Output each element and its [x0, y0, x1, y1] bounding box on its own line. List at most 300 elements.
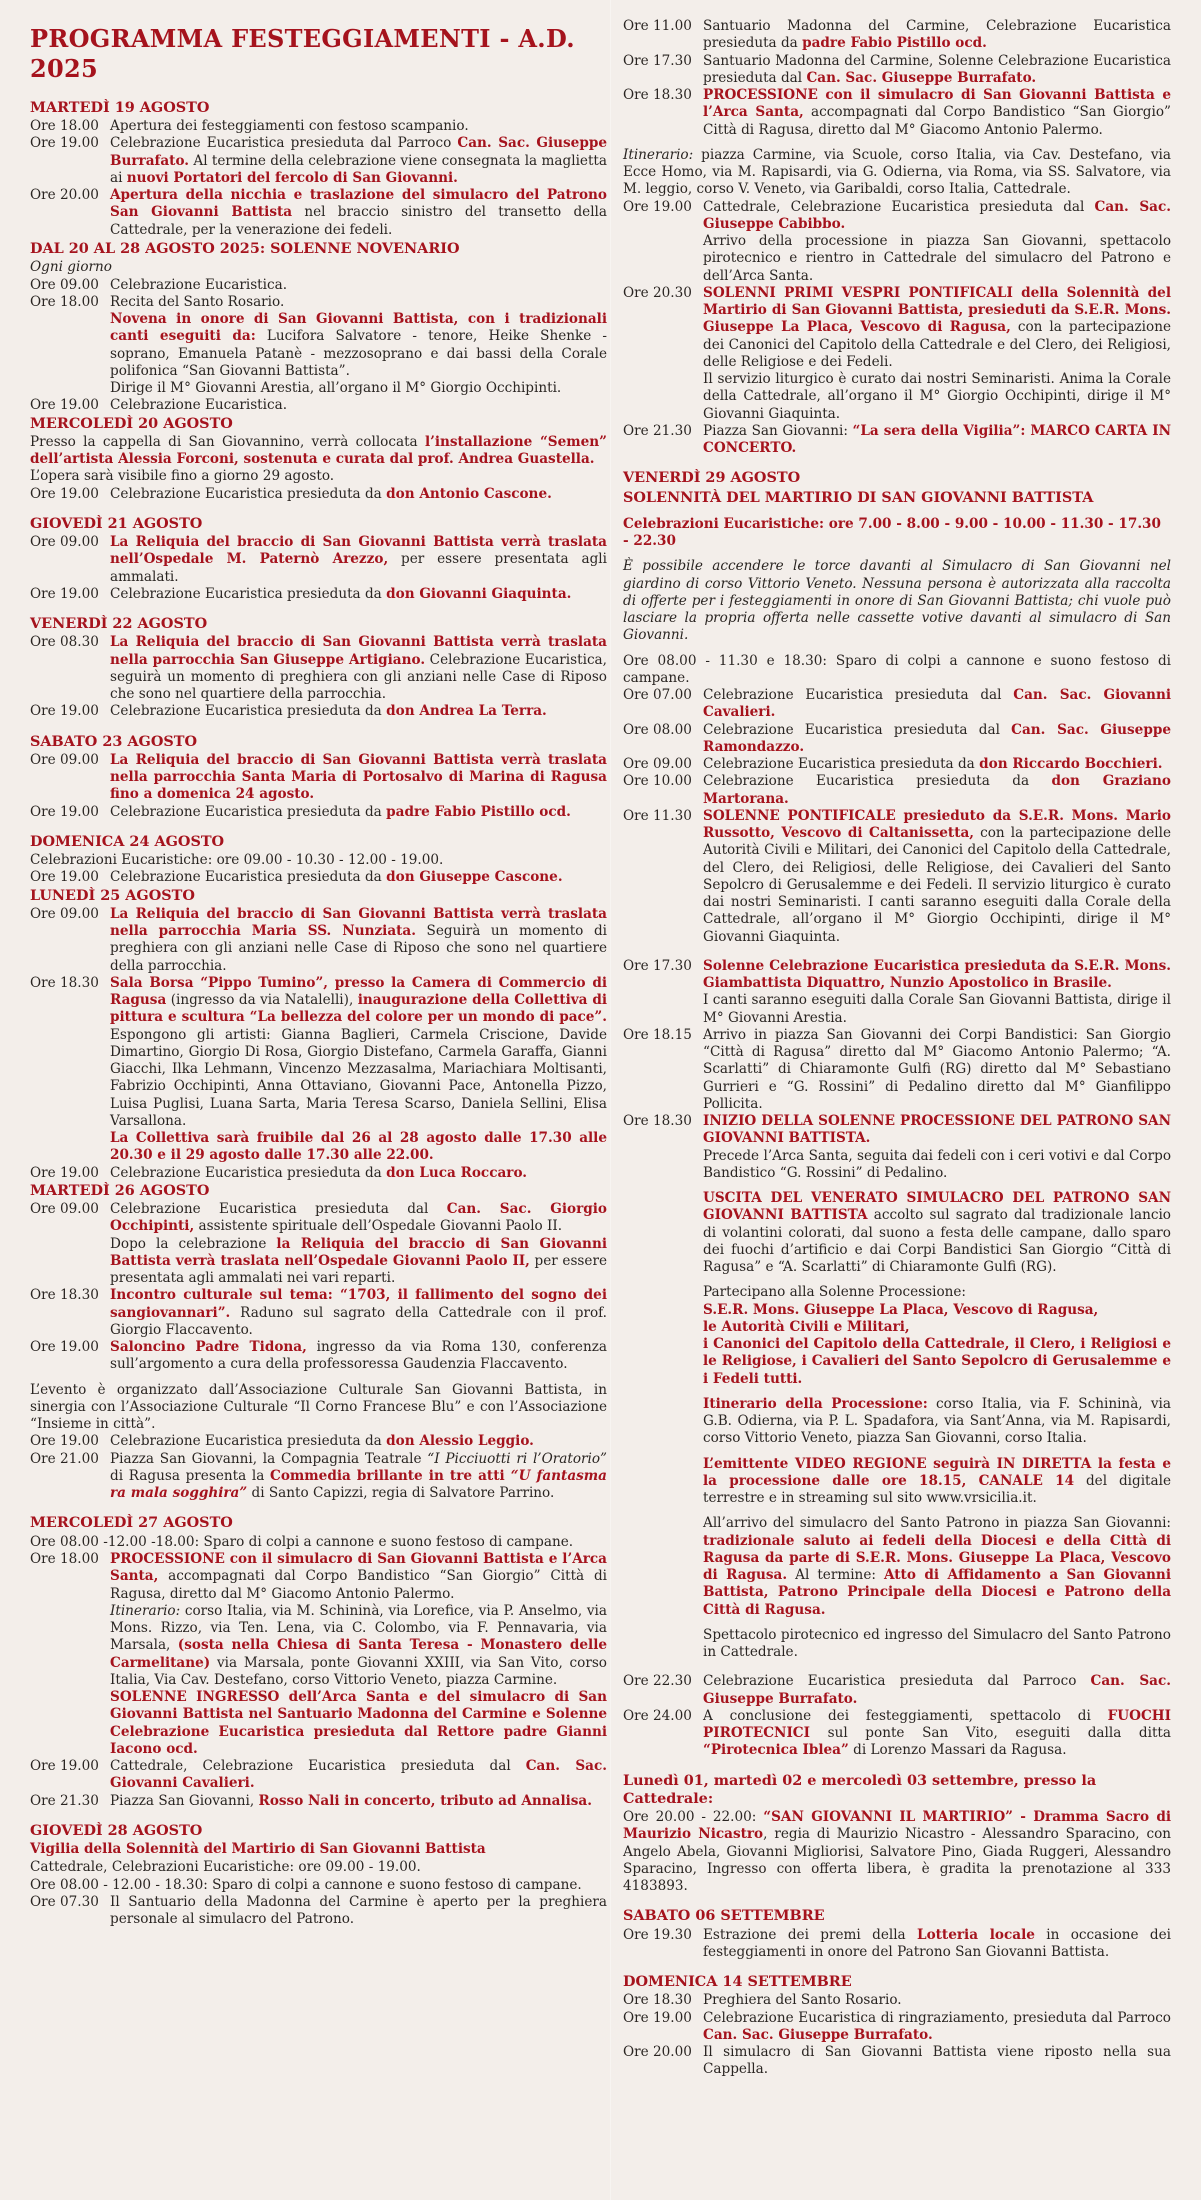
schedule-row	[30, 397, 607, 414]
highlight: la Reliquia del braccio di San Giovanni Battista verrà traslata nell’Ospedale Giovanni Paolo II,	[110, 1235, 607, 1269]
text: assistente spirituale dell’Ospedale Giovanni Paolo II.	[194, 1218, 563, 1235]
event: Apertura dei festeggiamenti con festoso scampanio.	[110, 118, 469, 135]
event-note	[110, 1236, 607, 1288]
event	[110, 634, 607, 703]
time: Ore 20.30	[623, 284, 692, 301]
schedule-row	[30, 486, 607, 503]
event-note	[703, 1456, 1171, 1508]
time: Ore 19.00	[30, 397, 99, 414]
time: Ore 18.00	[30, 293, 99, 310]
event-note: Dirige il M° Giovanni Arestia, all’organo il M° Giorgio Occhipinti.	[110, 380, 562, 396]
time: Ore 18.30	[623, 1992, 692, 2009]
schedule-row	[623, 808, 1171, 946]
schedule-row	[30, 135, 607, 187]
schedule-row	[623, 958, 1171, 993]
text: accolto sul sagrato dal tradizionale lancio di volantini colorati, dal suono a festa delle campane, dallo sparo dei fuochi d’artificio e dai Corpi Bandistici San Giorgio “Città di Ragusa” e “A. Scarlatti” di Chiaramonte Gulfi (RG).	[703, 1207, 1171, 1276]
text: Al termine della celebrazione viene consegnata la maglietta ai	[110, 152, 607, 186]
time: Ore 18.30	[623, 87, 692, 103]
time: Ore 18.30	[30, 1287, 99, 1304]
highlight: don Graziano Martorana.	[703, 773, 1171, 807]
event-note	[110, 311, 607, 380]
schedule-row	[30, 703, 607, 720]
text: Celebrazione Eucaristica presieduta dal	[703, 687, 1014, 704]
highlight: Novena in onore di San Giovanni Battista, con i tradizionali canti eseguiti da:	[110, 311, 607, 345]
event	[110, 135, 607, 187]
highlight: L’emittente VIDEO REGIONE seguirà IN DIRETTA la festa e la processione dalle ore 18.15, CANALE 14	[703, 1455, 1171, 1489]
time: Ore 19.00	[30, 1339, 99, 1356]
event	[110, 975, 607, 1130]
event	[703, 1708, 1171, 1760]
day-heading: VENERDÌ 29 AGOSTO	[623, 469, 801, 487]
event	[703, 2010, 1171, 2045]
time: Ore 09.00	[30, 905, 99, 922]
event	[703, 18, 1171, 53]
day-heading: MARTEDÌ 26 AGOSTO	[30, 1181, 210, 1199]
day-heading: MARTEDÌ 19 AGOSTO	[30, 98, 210, 116]
schedule-row	[623, 199, 1171, 234]
page-title: PROGRAMMA FESTEGGIAMENTI - A.D. 2025	[30, 24, 575, 84]
participant: le Autorità Civili e Militari,	[703, 1318, 910, 1335]
paragraph: L’evento è organizzato dall’Associazione Culturale San Giovanni Battista, in sinergia con l’Associazione Culturale “Il Corno Francese Blu” e con l’Associazione “Insieme in città”.	[30, 1381, 607, 1433]
schedule-row	[623, 773, 1171, 808]
schedule-row	[30, 1339, 607, 1374]
text: via Marsala, ponte Giovanni XXIII, via San Vito, corso Italia, Via Cav. Destefano, corso Vittorio Veneto, piazza Carmine.	[110, 1654, 607, 1688]
time: Ore 19.00	[30, 135, 99, 152]
time: Ore 08.00 - 12.00 - 18.30:	[30, 1876, 208, 1893]
time: Ore 20.00	[623, 2044, 692, 2061]
highlight: don Giovanni Giaquinta.	[386, 585, 572, 602]
schedule-row	[30, 118, 607, 135]
text: corso Italia, via F. Schininà, via G.B. Odierna, via P. L. Spadafora, via Sant’Anna, via M. Rapisardi, corso Vittorio Veneto, piazza San Giovanni, corso Italia.	[703, 1395, 1171, 1447]
text: Raduno sul sagrato della Cattedrale con il prof. Giorgio Flaccavento.	[110, 1304, 607, 1338]
highlight: nuovi Portatori del fercolo di San Giovanni.	[126, 169, 458, 186]
text: Celebrazione Eucaristica presieduta da	[110, 485, 387, 502]
time: Ore 08.00	[623, 721, 692, 738]
text: Seguirà un momento di preghiera con gli anziani nelle Case di Riposo che sono nel quartiere della parrocchia.	[110, 923, 607, 974]
event: Sparo di colpi a cannone e suono festoso di campane.	[207, 1876, 582, 1893]
text: Cattedrale, Celebrazione Eucaristica presieduta dal	[110, 1758, 526, 1774]
participant: i Canonici del Capitolo della Cattedrale, il Clero, i Religiosi e le Religiose, i Cavalieri del Santo Sepolcro di Gerusalemme e i Fedeli tutti.	[703, 1336, 1171, 1387]
schedule-row	[30, 586, 607, 603]
event	[703, 285, 1171, 371]
highlight: don Giuseppe Cascone.	[386, 869, 563, 886]
highlight: Itinerario della Processione:	[703, 1395, 928, 1412]
schedule-row	[623, 2044, 1171, 2079]
highlight: Incontro culturale sul tema: “1703, il fallimento del sogno dei sangiovannari”.	[110, 1287, 607, 1321]
highlight: “La sera della Vigilia”: MARCO CARTA IN CONCERTO.	[703, 422, 1172, 456]
time: Ore 19.00	[30, 1758, 99, 1774]
event	[110, 486, 607, 503]
event	[110, 534, 607, 586]
day-heading: MERCOLEDÌ 20 AGOSTO	[30, 414, 233, 432]
text: Celebrazione Eucaristica presieduta dal	[110, 1201, 447, 1218]
event	[703, 773, 1171, 808]
schedule-row	[30, 869, 607, 886]
event-note	[703, 1515, 1171, 1619]
event: Arrivo in piazza San Giovanni dei Corpi Bandistici: San Giorgio “Città di Ragusa” diretto dal M° Giacomo Antonio Palermo; “A. Scarlatti” di Chiaramonte Gulfi (RG) diretto dal M° Sebastiano Gurrieri e “G. Rossini” di Pedalino diretto dal M° Gianfilippo Pollicita.	[703, 1026, 1171, 1112]
highlight: Commedia brillante in tre atti	[270, 1467, 505, 1484]
time: Ore 19.00	[30, 803, 99, 820]
time: Ore 19.00	[30, 585, 99, 602]
event	[110, 1433, 607, 1450]
paragraph: L’opera sarà visibile fino a giorno 29 agosto.	[30, 468, 335, 485]
time: Ore 21.30	[30, 1792, 99, 1809]
schedule-row	[30, 1793, 607, 1810]
text: Celebrazione Eucaristica presieduta da	[110, 585, 387, 602]
highlight: SOLENNI PRIMI VESPRI PONTIFICALI della Solennità del Martirio di San Giovanni Battista, presieduti da S.E.R. Mons. Giuseppe La Placa, Vescovo di Ragusa,	[703, 284, 1171, 336]
highlight: padre Fabio Pistillo ocd.	[386, 803, 571, 820]
text: Celebrazione Eucaristica presieduta dal Parroco	[110, 135, 458, 152]
text: Santuario Madonna del Carmine, Solenne Celebrazione Eucaristica presieduta dal	[703, 52, 1171, 86]
time: Ore 09.00	[30, 534, 99, 551]
schedule-row	[30, 1451, 607, 1503]
event	[110, 906, 607, 975]
time: Ore 18.30	[30, 974, 99, 991]
highlight: l’installazione “Semen” dell’artista Alessia Forconi, sostenuta e curata dal prof. Andrea Guastella.	[30, 433, 607, 468]
highlight: Sala Borsa “Pippo Tumino”, presso la Camera di Commercio di Ragusa	[110, 974, 607, 1009]
paragraph	[30, 434, 607, 469]
event: Il Santuario della Madonna del Carmine è aperto per la preghiera personale al simulacro del Patrono.	[110, 1893, 607, 1928]
event: Sparo di colpi a cannone e suono festoso di campane.	[199, 1533, 574, 1550]
highlight: Rosso Nali in concerto, tributo ad Annalisa.	[258, 1792, 592, 1809]
highlight: Can. Sac. Giorgio Occhipinti,	[110, 1201, 607, 1235]
highlight: don Riccardo Bocchieri.	[979, 756, 1163, 773]
participant: S.E.R. Mons. Giuseppe La Placa, Vescovo di Ragusa,	[703, 1301, 1099, 1318]
day-heading: SABATO 06 SETTEMBRE	[623, 1907, 825, 1925]
day-heading: DOMENICA 14 SETTEMBRE	[623, 1973, 852, 1991]
text: sul ponte San Vito, eseguiti dalla ditta	[809, 1725, 1171, 1742]
event	[110, 869, 607, 886]
text: Lucifora Salvatore - tenore, Heike Shenke - soprano, Emanuela Patanè - mezzosoprano e dai bassi della Corale polifonica “San Giovanni Battista”.	[110, 328, 607, 379]
schedule-row	[30, 1551, 607, 1603]
schedule-row	[623, 87, 1171, 139]
text: Celebrazione Eucaristica, seguirà un momento di preghiera con gli anziani nelle Case di Riposo che sono nel quartiere della parrocchia.	[110, 651, 607, 703]
event: Celebrazione Eucaristica.	[110, 276, 288, 293]
time: Ore 19.30	[623, 1926, 692, 1943]
text: Celebrazione Eucaristica di ringraziamento, presieduta dal Parroco	[703, 2009, 1171, 2026]
italic-text: Itinerario:	[110, 1602, 181, 1619]
text: di Santo Capizzi, regia di Salvatore Parrino.	[247, 1485, 555, 1502]
text: accompagnati dal Corpo Bandistico “San Giorgio” Città di Ragusa, diretto dal M° Giacomo Antonio Palermo.	[110, 1568, 607, 1602]
highlight: Atto di Affidamento a San Giovanni Battista, Patrono Principale della Diocesi e Patrono della Città di Ragusa.	[703, 1567, 1171, 1618]
notice: È possibile accendere le torce davanti al Simulacro di San Giovanni nel giardino di corso Vittorio Veneto. Nessuna persona è autorizzata alla raccolta di offerte per i festeggiamenti in onore di San Giovanni Battista; chi vuole può lasciare la propria offerta nelle cassette votive davanti al simulacro di San Giovanni.	[623, 558, 1171, 644]
text: Espongono gli artisti: Gianna Baglieri, Carmela Criscione, Davide Dimartino, Giorgio Di Rosa, Giorgio Distefano, Carmela Garaffa, Gianni Giacchi, Ilka Lehmann, Vincenzo Mezzasalma, Mariachiara Moltisanti, Fabrizio Occhipinti, Anna Ottaviano, Giovanni Pace, Antonella Pizzo, Luisa Puglisi, Luana Sarta, Maria Teresa Scarso, Daniela Sellini, Elisa Varsallona.	[110, 1026, 607, 1129]
text: Presso la cappella di San Giovannino, verrà collocata	[30, 433, 425, 450]
event	[110, 1201, 607, 1236]
schedule-row	[623, 423, 1171, 458]
schedule-row	[623, 18, 1171, 53]
highlight: inaugurazione della Collettiva di pittura e scultura “La bellezza del colore per un mondo di pace”.	[110, 992, 607, 1026]
schedule-row	[30, 1201, 607, 1236]
schedule-row	[623, 1673, 1171, 1708]
text: per essere presentata agli ammalati.	[110, 551, 607, 585]
highlight: don Antonio Cascone.	[386, 485, 552, 502]
event-note: Il servizio liturgico è curato dai nostri Seminaristi. Anima la Corale della Cattedrale, all’organo il M° Giorgio Occhipinti, dirige il M° Giovanni Giaquinta.	[703, 371, 1171, 422]
event: La Reliquia del braccio di San Giovanni Battista verrà traslata nella parrocchia Santa Maria di Portosalvo di Marina di Ragusa fino a domenica 24 agosto.	[110, 751, 607, 803]
paragraph: Celebrazioni Eucaristiche: ore 09.00 - 10.30 - 12.00 - 19.00.	[30, 852, 444, 869]
highlight: Apertura della nicchia e traslazione del simulacro del Patrono San Giovanni Battista	[110, 187, 607, 221]
time: Ore 08.30	[30, 634, 99, 651]
schedule-row	[30, 634, 607, 703]
highlight: don Luca Roccaro.	[386, 1164, 528, 1181]
time: Ore 18.00	[30, 1551, 99, 1567]
event-note: Partecipano alla Solenne Processione:	[703, 1284, 967, 1301]
highlight: La Reliquia del braccio di San Giovanni Battista verrà traslata nella parrocchia Maria SS. Nunziata.	[110, 905, 607, 940]
text: Celebrazione Eucaristica presieduta da	[110, 803, 387, 820]
paragraph	[623, 147, 1171, 199]
right-column	[623, 18, 1171, 2200]
event	[110, 1793, 607, 1810]
event-note: SOLENNE INGRESSO dell’Arca Santa e del simulacro di San Giovanni Battista nel Santuario Madonna del Carmine e Solenne Celebrazione Eucaristica presieduta dal Rettore padre Gianni Iacono ocd.	[110, 1689, 607, 1757]
schedule-row	[30, 804, 607, 821]
schedule-row	[623, 1927, 1171, 1962]
event	[703, 87, 1171, 139]
schedule-row	[623, 1027, 1171, 1113]
highlight: Can. Sac. Giuseppe Ramondazzo.	[703, 721, 1171, 755]
highlight: (sosta nella Chiesa di Santa Teresa - Monastero delle Carmelitane)	[110, 1637, 608, 1671]
schedule-row	[623, 722, 1171, 757]
event: Il simulacro di San Giovanni Battista viene riposto nella sua Cappella.	[703, 2044, 1171, 2078]
highlight: USCITA DEL VENERATO SIMULACRO DEL PATRONO SAN GIOVANNI BATTISTA	[703, 1190, 1171, 1224]
text: Celebrazione Eucaristica presieduta da	[110, 1433, 387, 1450]
event	[703, 808, 1171, 946]
time: Ore 19.00	[30, 703, 99, 720]
text: All’arrivo del simulacro del Santo Patrono in piazza San Giovanni:	[703, 1515, 1171, 1532]
time: Ore 09.00	[623, 756, 692, 773]
event: Solenne Celebrazione Eucaristica presieduta da S.E.R. Mons. Giambattista Diquattro, Nunzio Apostolico in Brasile.	[703, 957, 1171, 992]
highlight: don Andrea La Terra.	[386, 703, 547, 720]
time: Ore 07.30	[30, 1893, 99, 1910]
schedule-row	[623, 1113, 1171, 1148]
event-note	[110, 1603, 607, 1689]
text: di Ragusa presenta la	[110, 1467, 271, 1484]
time: Ore 09.00	[30, 1201, 99, 1218]
time: Ore 20.00	[30, 187, 99, 204]
highlight: Can. Sac. Giuseppe Burrafato.	[703, 2026, 933, 2043]
time: Ore 10.00	[623, 773, 692, 790]
italic-text: Itinerario:	[623, 146, 694, 163]
time: Ore 19.00	[623, 2009, 692, 2026]
text: di Lorenzo Massari da Ragusa.	[848, 1742, 1067, 1759]
column-divider	[610, 0, 611, 2200]
schedule-row	[623, 285, 1171, 371]
time: Ore 21.30	[623, 422, 692, 439]
day-heading: VENERDÌ 22 AGOSTO	[30, 615, 208, 633]
time: Ore 19.00	[30, 1164, 99, 1181]
highlight: PROCESSIONE con il simulacro di San Giovanni Battista e l’Arca Santa,	[110, 1551, 607, 1585]
schedule-row	[30, 1534, 607, 1551]
text: Celebrazione Eucaristica presieduta da	[110, 1164, 387, 1181]
event	[703, 722, 1171, 757]
text: in occasione dei festeggiamenti in onore del Patrono San Giovanni Battista.	[703, 1926, 1172, 1960]
event-note: I canti saranno eseguiti dalla Corale San Giovanni Battista, dirige il M° Giovanni Arestia.	[703, 992, 1171, 1026]
time: Ore 18.30	[623, 1113, 692, 1130]
highlight: Can. Sac. Giuseppe Cabibbo.	[703, 198, 1171, 232]
time: Ore 09.00	[30, 751, 99, 768]
text: piazza Carmine, via Scuole, corso Italia, via Cav. Destefano, via Ecce Homo, via M. Rapisardi, via G. Odierna, via Roma, via SS. Salvatore, via M. leggio, corso V. Veneto, via Garibaldi, corso Italia, Cattedrale.	[623, 146, 1171, 198]
text: Piazza San Giovanni:	[703, 422, 853, 439]
text: con la partecipazione delle Autorità Civili e Militari, dei Canonici del Capitolo della Cattedrale, del Clero, dei Religiosi, delle Religiose, dei Cavalieri del Santo Sepolcro di Gerusalemme e dei Fedeli. Il servizio liturgico è curato dai nostri Seminaristi. I canti saranno eseguiti dalla Corale della Cattedrale, all’organo il M° Giorgio Occhipinti, dirige il M° Giovanni Giaquinta.	[703, 825, 1171, 945]
highlight: SOLENNE PONTIFICALE presieduto da S.E.R. Mons. Mario Russotto, Vescovo di Caltanissetta,	[703, 807, 1171, 842]
text: Celebrazione Eucaristica presieduta da	[703, 773, 1052, 790]
text: Dopo la celebrazione	[110, 1235, 277, 1252]
event	[703, 1927, 1171, 1962]
highlight: Can. Sac. Giovanni Cavalieri.	[703, 687, 1171, 721]
event-note: Spettacolo pirotecnico ed ingresso del Simulacro del Santo Patrono in Cattedrale.	[703, 1626, 1171, 1661]
subheading: Ogni giorno	[30, 259, 112, 276]
text: corso Italia, via M. Schininà, via Lorefice, via P. Anselmo, via Mons. Rizzo, via Ten. Lena, via C. Colombo, via F. Pennavaria, via Marsala,	[110, 1602, 607, 1654]
time: Ore 08.00 -12.00 -18.00:	[30, 1533, 200, 1550]
event	[110, 1165, 607, 1182]
time: Ore 17.30	[623, 52, 692, 69]
highlight: Lotteria locale	[917, 1926, 1035, 1943]
highlight: Can. Sac. Giuseppe Burrafato.	[703, 1673, 1171, 1707]
schedule-row	[30, 187, 607, 239]
text: Ore 20.00 - 22.00:	[623, 1809, 764, 1826]
highlight: padre Fabio Pistillo ocd.	[802, 35, 987, 52]
event	[703, 199, 1171, 234]
text: Celebrazione Eucaristica presieduta dal Parroco	[703, 1673, 1091, 1690]
time: Ore 17.30	[623, 957, 692, 974]
text: nel braccio sinistro del transetto della Cattedrale, per la venerazione dei fedeli.	[110, 204, 607, 238]
event-note: Precede l’Arca Santa, seguita dai fedeli con i ceri votivi e dal Corpo Bandistico “G. Rossini” di Pedalino.	[703, 1147, 1171, 1181]
schedule-row	[30, 975, 607, 1130]
highlight: Can. Sac. Giuseppe Burrafato.	[110, 135, 607, 169]
text: , regia di Maurizio Nicastro - Alessandro Sparacino, con Angelo Abela, Giovanni Migliorisi, Salvatore Pino, Giada Ruggeri, Alessandro Sparacino, Ingresso con offerta libera, è gradita la prenotazione al 333 4183893.	[623, 1826, 1172, 1895]
event-note: Arrivo della processione in piazza San Giovanni, spettacolo pirotecnico e rientro in Cattedrale del simulacro del Patrono e dell’Arca Santa.	[703, 233, 1171, 284]
text: ingresso da via Roma 130, conferenza sull’argomento a cura della professoressa Gaudenzia Flaccavento.	[110, 1339, 607, 1373]
text: con la partecipazione dei Canonici del Capitolo della Cattedrale e del Clero, dei Religiosi, delle Religiose e dei Fedeli.	[703, 319, 1171, 370]
event: INIZIO DELLA SOLENNE PROCESSIONE DEL PATRONO SAN GIOVANNI BATTISTA.	[703, 1113, 1171, 1147]
day-heading: Lunedì 01, martedì 02 e mercoledì 03 settembre, presso la Cattedrale:	[623, 1771, 1097, 1807]
event: Celebrazione Eucaristica.	[110, 397, 288, 414]
highlight: La Reliquia del braccio di San Giovanni Battista verrà traslata nella parrocchia San Giuseppe Artigiano.	[110, 634, 607, 668]
text: A conclusione dei festeggiamenti, spettacolo di	[703, 1707, 1108, 1724]
schedule-row	[30, 752, 607, 804]
section-heading: DAL 20 AL 28 AGOSTO 2025: SOLENNE NOVENARIO	[30, 239, 460, 257]
time: Ore 09.00	[30, 276, 99, 293]
schedule-row	[30, 294, 607, 311]
time: Ore 19.00	[30, 1433, 99, 1450]
text: Estrazione dei premi della	[703, 1926, 918, 1943]
text: del digitale terrestre e in streaming sul sito www.vrsicilia.it.	[703, 1472, 1172, 1507]
text: Santuario Madonna del Carmine, Celebrazione Eucaristica presieduta da	[703, 18, 1171, 52]
event	[110, 804, 607, 821]
time: Ore 11.30	[623, 807, 692, 824]
schedule-row	[623, 756, 1171, 773]
day-heading: DOMENICA 24 AGOSTO	[30, 832, 225, 850]
subheading: Vigilia della Solennità del Martirio di San Giovanni Battista	[30, 1841, 486, 1858]
italic-text: “I Picciuotti ri l’Oratorio”	[427, 1450, 607, 1467]
highlight: don Alessio Leggio.	[386, 1433, 534, 1450]
text: Celebrazione Eucaristica presieduta da	[110, 869, 387, 886]
event-note	[703, 1190, 1171, 1276]
highlight: “Pirotecnica Iblea”	[703, 1742, 849, 1759]
schedule-row	[623, 53, 1171, 88]
schedule-row	[623, 2010, 1171, 2045]
text: Cattedrale, Celebrazione Eucaristica presieduta dal	[703, 198, 1095, 215]
event	[110, 1339, 607, 1374]
event: Recita del Santo Rosario.	[110, 293, 285, 310]
event-note: La Collettiva sarà fruibile dal 26 al 28 agosto dalle 17.30 alle 20.30 e il 29 agosto dalle 17.30 alle 22.00.	[110, 1130, 607, 1164]
highlight: La Reliquia del braccio di San Giovanni Battista verrà traslata nell’Ospedale M. Paternò Arezzo,	[110, 534, 607, 568]
highlight: PROCESSIONE con il simulacro di San Giovanni Battista e l’Arca Santa,	[703, 87, 1171, 121]
text: Celebrazione Eucaristica presieduta da	[110, 703, 387, 720]
event	[110, 1551, 607, 1603]
day-heading: GIOVEDÌ 21 AGOSTO	[30, 514, 203, 532]
text: (ingresso da via Natalelli),	[166, 992, 358, 1009]
event	[110, 703, 607, 720]
event: Preghiera del Santo Rosario.	[703, 1992, 902, 2009]
paragraph: Cattedrale, Celebrazioni Eucaristiche: ore 09.00 - 19.00.	[30, 1859, 421, 1876]
time: Ore 18.15	[623, 1026, 692, 1043]
schedule-row	[623, 687, 1171, 722]
time: Ore 19.00	[30, 485, 99, 502]
left-column	[30, 18, 607, 2200]
event	[703, 423, 1171, 458]
text: Celebrazione Eucaristica presieduta dal	[703, 721, 1012, 738]
highlight: FUOCHI PIROTECNICI	[703, 1707, 1171, 1742]
time: Ore 11.00	[623, 18, 692, 34]
day-heading: GIOVEDÌ 28 AGOSTO	[30, 1821, 203, 1839]
event	[110, 586, 607, 603]
highlight: Saloncino Padre Tidona,	[110, 1339, 307, 1356]
schedule-row	[30, 1758, 607, 1793]
section-heading: SOLENNITÀ DEL MARTIRIO DI SAN GIOVANNI BATTISTA	[623, 488, 1094, 506]
time: Ore 19.00	[623, 198, 692, 215]
text: Piazza San Giovanni,	[110, 1792, 259, 1809]
time: Ore 22.30	[623, 1673, 692, 1690]
event	[110, 1451, 607, 1503]
schedule-row	[30, 1165, 607, 1182]
day-heading: MERCOLEDÌ 27 AGOSTO	[30, 1514, 233, 1532]
text: Celebrazione Eucaristica presieduta da	[703, 756, 980, 773]
event	[703, 756, 1171, 773]
event	[110, 1287, 607, 1339]
day-heading: LUNEDÌ 25 AGOSTO	[30, 886, 195, 904]
highlight: tradizionale saluto ai fedeli della Diocesi e della Città di Ragusa da parte di S.E.R. Mons. Giuseppe La Placa, Vescovo di Ragusa.	[703, 1532, 1171, 1584]
schedule-row	[623, 1992, 1171, 2009]
schedule-row	[30, 1287, 607, 1339]
celebrations-times: Celebrazioni Eucaristiche: ore 7.00 - 8.00 - 9.00 - 10.00 - 11.30 - 17.30 - 22.30	[623, 515, 1161, 550]
schedule-row	[30, 1877, 607, 1894]
time: Ore 19.00	[30, 869, 99, 886]
schedule-row	[30, 277, 607, 294]
highlight: “U fantasma ra mala sogghira”	[110, 1467, 607, 1502]
schedule-row	[30, 1433, 607, 1450]
text: per essere presentata agli ammalati nei vari reparti.	[110, 1252, 607, 1287]
time: Ore 21.00	[30, 1450, 99, 1467]
highlight: “SAN GIOVANNI IL MARTIRIO” - Dramma Sacro di Maurizio Nicastro	[623, 1809, 1171, 1843]
schedule-row	[30, 906, 607, 975]
event	[703, 1673, 1171, 1708]
paragraph: Ore 08.00 - 11.30 e 18.30: Sparo di colpi a cannone e suono festoso di campane.	[623, 652, 1171, 686]
event-note	[703, 1396, 1171, 1448]
text: accompagnati dal Corpo Bandistico “San Giorgio” Città di Ragusa, diretto dal M° Giacomo Antonio Palermo.	[703, 104, 1171, 138]
schedule-row	[30, 1894, 607, 1929]
event	[110, 1758, 607, 1793]
schedule-row	[30, 534, 607, 586]
highlight: Can. Sac. Giovanni Cavalieri.	[110, 1758, 607, 1792]
event	[703, 687, 1171, 722]
schedule-row	[623, 1708, 1171, 1760]
time: Ore 24.00	[623, 1707, 692, 1724]
text: Piazza San Giovanni, la Compagnia Teatrale	[110, 1450, 428, 1467]
time: Ore 18.00	[30, 118, 99, 135]
time: Ore 07.00	[623, 687, 692, 704]
event	[110, 187, 607, 239]
day-heading: SABATO 23 AGOSTO	[30, 732, 198, 750]
